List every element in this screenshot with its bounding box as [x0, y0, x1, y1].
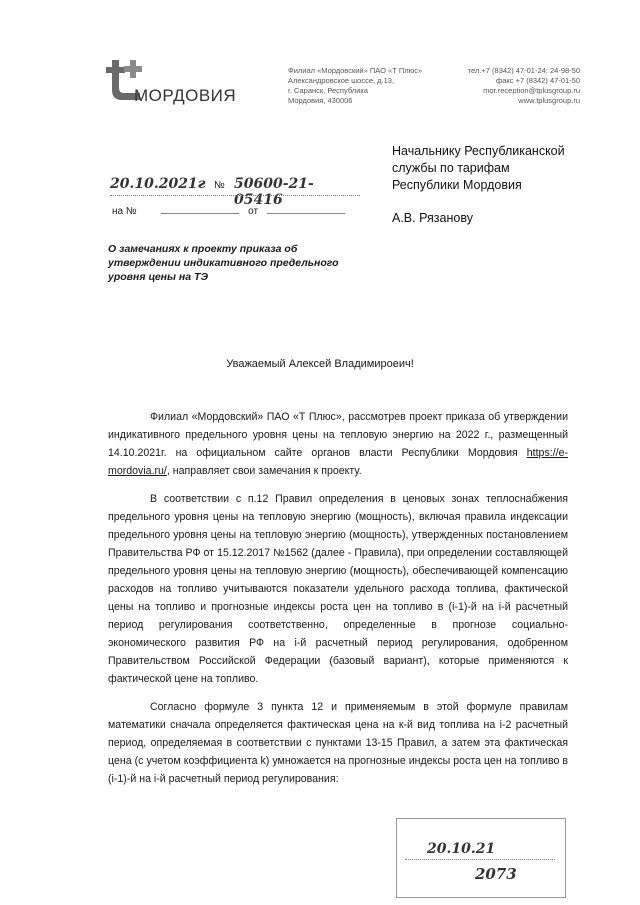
fax-line: факс +7 (8342) 47-01-50: [496, 76, 580, 85]
registration-number: 50600-21-05416: [234, 176, 314, 208]
addressee-line: Начальнику Республиканской: [392, 144, 565, 158]
subject-line: утверждении индикативного предельного: [108, 257, 339, 269]
reference-row: [112, 206, 362, 222]
incoming-stamp: [396, 818, 566, 898]
reference-date-blank: [267, 213, 345, 214]
phone-line: тел.+7 (8342) 47-01-24; 24-98-50: [467, 66, 580, 75]
stamp-divider: [405, 859, 555, 860]
reference-number-label: на №: [112, 206, 137, 217]
paragraph: [108, 408, 568, 480]
registration-date: 20.10.2021г: [110, 176, 206, 192]
paragraph-text: Филиал «Мордовский» ПАО «Т Плюс», рассмотрев проект приказа об утверждении индикативного предельного уровня цены на тепловую энергию на 2022 г., размещенный 14.10.2021г. на официальном сайте органов власти Республики Мордовия: [108, 411, 568, 459]
website-line: www.tplusgroup.ru: [518, 96, 580, 105]
branch-line: Филиал «Мордовский» ПАО «Т Плюс»: [288, 66, 423, 75]
subject-line: О замечаниях к проекту приказа об: [108, 243, 298, 255]
letter-subject: [108, 242, 348, 284]
branch-line: Мордовия, 430006: [288, 96, 353, 105]
stamp-number: 2073: [475, 865, 517, 883]
underline: [110, 195, 360, 196]
branch-line: г. Саранск, Республика: [288, 86, 368, 95]
letter-body: [108, 408, 568, 788]
website-link[interactable]: https://e-mordovia.ru/: [108, 447, 568, 477]
addressee-line: службы по тарифам: [392, 161, 510, 175]
salutation: Уважаемый Алексей Владимироеич!: [226, 358, 414, 370]
logo-text: МОРДОВИЯ: [134, 86, 237, 105]
paragraph: Согласно формуле 3 пункта 12 и применяемым в этой формуле правилам математики сначала определяется фактическая цена на к-й вид топлива на i-2 расчетный период, определяемая в соответствии с пунктами 13-15 Правил, а затем эта фактическая цена (с учетом коэффициента k) умножается на прогнозные индексы роста цен на топливо в (i-1)-й на i-й расчетный период регулирования:: [108, 701, 568, 785]
reference-date-label: от: [248, 206, 259, 217]
email-line: mor.reception@tplusgroup.ru: [483, 86, 580, 95]
paragraph-text: , направляет свои замечания к проекту.: [166, 465, 362, 477]
reference-number-blank: [161, 213, 239, 214]
paragraph: В соответствии с п.12 Правил определения в ценовых зонах теплоснабжения предельного уровня цены на тепловую энергию (мощность), включая правила индексации предельного уровня цены на тепловую энергию (мощность), утвержденных постановлением Правительства РФ от 15.12.2017 №1562 (далее - Правила), при определении составляющей предельного уровня цены на тепловую энергию (мощность), обеспечивающей компенсацию расходов на топливо учитываются показатели удельного расхода топлива, фактической цены на топливо и прогнозные индексы роста цен на топливо в (i-1)-й на i-й расчетный период регулирования соответственно, определенные в прогнозе социально-экономического развития РФ на i-й расчетный период регулирования, одобренном Правительством Российской Федерации (базовый вариант), которые применяются к фактической цене на топливо.: [108, 493, 568, 685]
company-logo: [104, 58, 236, 110]
branch-line: Александровское шоссе, д.13,: [288, 76, 395, 85]
branch-address: [288, 66, 448, 106]
addressee-line: Республики Мордовия: [392, 178, 522, 192]
stamp-date: 20.10.21: [427, 841, 496, 857]
contact-block: [440, 66, 580, 106]
registration-number-label: №: [214, 180, 225, 191]
addressee-block: [392, 143, 592, 227]
addressee-name: А.В. Рязанову: [392, 211, 473, 225]
registration-row: [110, 176, 360, 208]
subject-line: уровня цены на ТЭ: [108, 271, 209, 283]
